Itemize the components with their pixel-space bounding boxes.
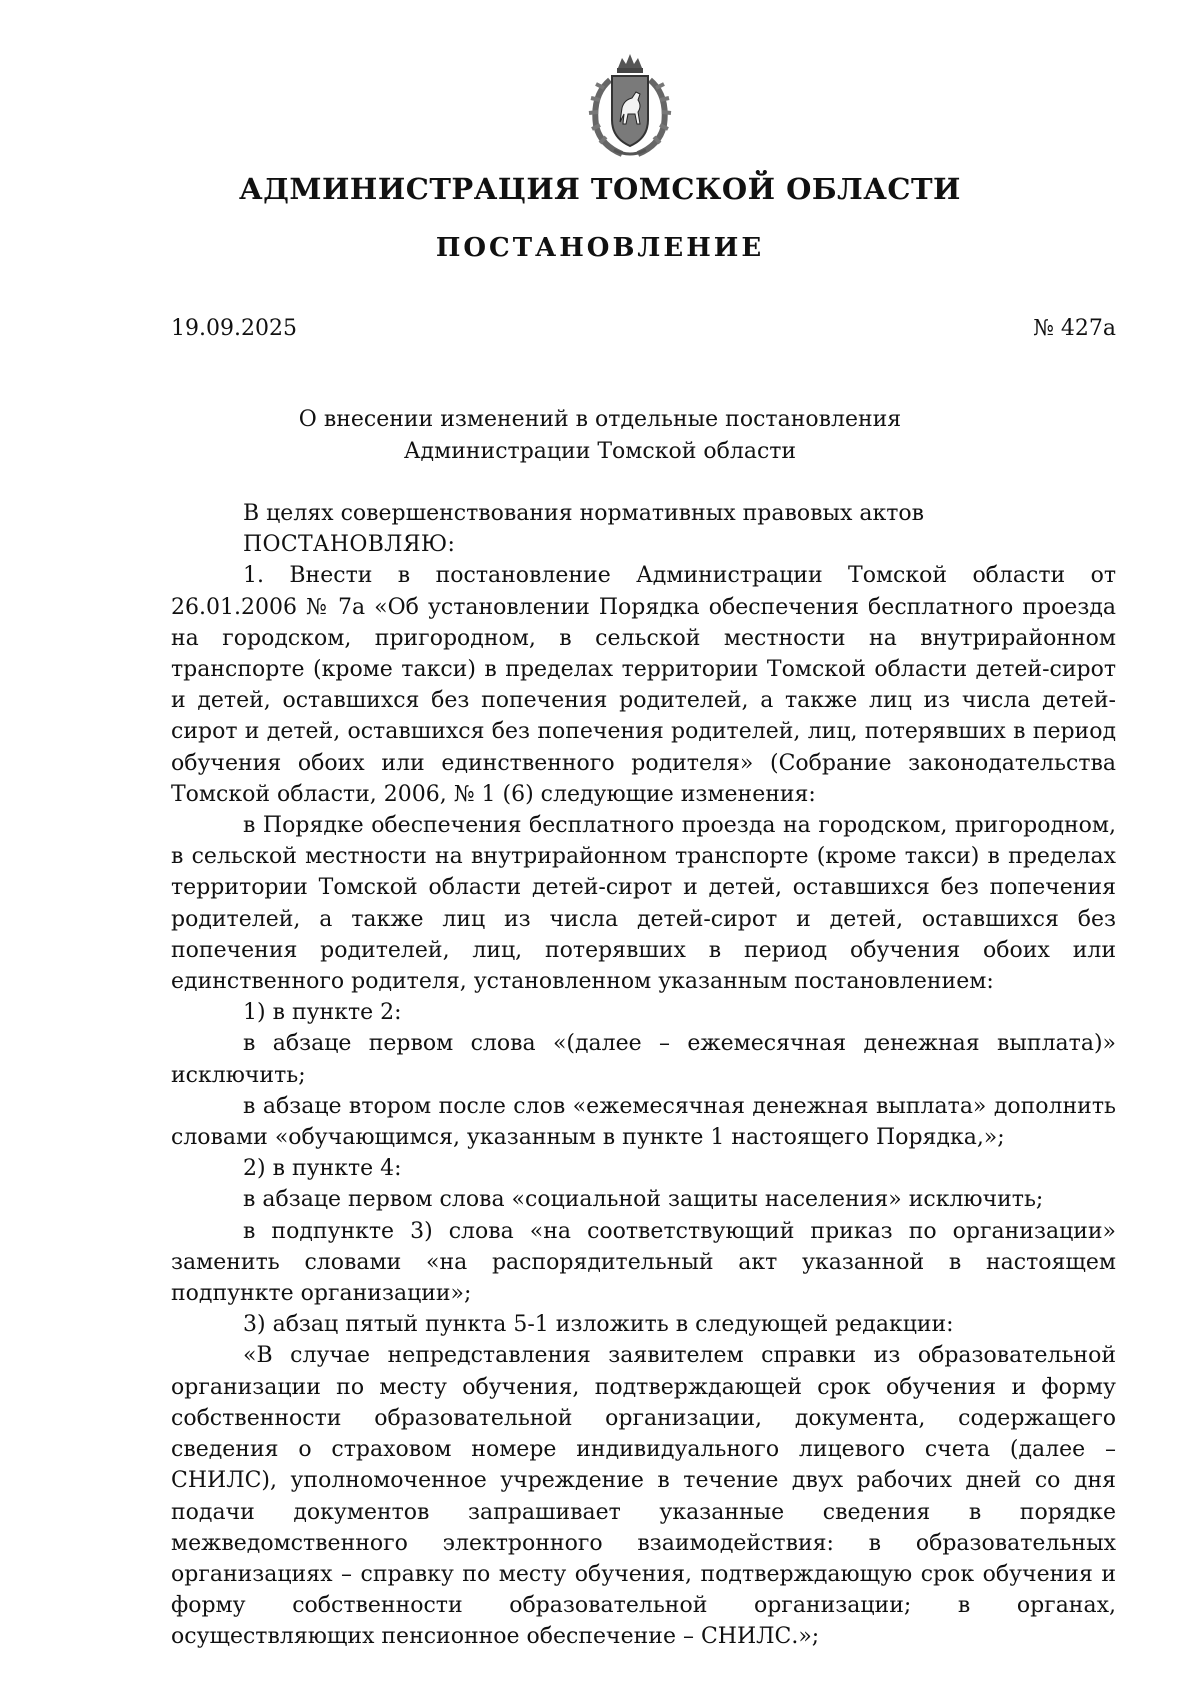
subject-line-2: Администрации Томской области <box>403 439 797 464</box>
decree-word: ПОСТАНОВЛЯЮ: <box>243 532 456 558</box>
paragraph-1: 1. Внести в постановление Администрации Томской области от 26.01.2006 № 7а «Об установлении Порядка обеспечения бесплатного проезда на городском, пригородном, в сельской местности на внутрирайонном транспорте (кроме такси) в пределах территории Томской области детей-сирот и детей, оставшихся без попечения родителей, а также лиц из числа детей-сирот и детей, оставшихся без попечения родителей, лиц, потерявших в период обучения обоих или единственного родителя» (Собрание законодательства Томской области, 2006, № 1 (6) следующие изменения: <box>171 563 1116 807</box>
paragraph-5: в абзаце втором после слов «ежемесячная денежная выплата» дополнить словами «обучающимся, указанным в пункте 1 настоящего Порядка,»; <box>171 1093 1116 1151</box>
document-date: 19.09.2025 <box>171 316 297 341</box>
document-subject <box>0 404 1200 468</box>
paragraph-9: 3) абзац пятый пункта 5-1 изложить в следующей редакции: <box>243 1312 954 1338</box>
paragraph-2: в Порядке обеспечения бесплатного проезда на городском, пригородном, в сельской местности на внутрирайонном транспорте (кроме такси) в пределах территории Томской области детей-сирот и детей, оставшихся без попечения родителей, а также лиц из числа детей-сирот и детей, оставшихся без попечения родителей, лиц, потерявших в период обучения обоих или единственного родителя, установленном указанным постановлением: <box>171 813 1116 995</box>
coat-of-arms-icon <box>580 50 680 160</box>
paragraph-6: 2) в пункте 4: <box>243 1156 402 1182</box>
subject-line-1: О внесении изменений в отдельные постановления <box>298 407 902 432</box>
paragraph-4: в абзаце первом слова «(далее – ежемесячная денежная выплата)» исключить; <box>171 1031 1116 1088</box>
document-type: ПОСТАНОВЛЕНИЕ <box>435 233 765 263</box>
paragraph-7: в абзаце первом слова «социальной защиты населения» исключить; <box>243 1187 1044 1213</box>
paragraph-3: 1) в пункте 2: <box>243 1000 402 1026</box>
intro-paragraph: В целях совершенствования нормативных правовых актов <box>243 501 925 526</box>
organization-title: АДМИНИСТРАЦИЯ ТОМСКОЙ ОБЛАСТИ <box>239 172 961 206</box>
document-body <box>171 498 1116 1653</box>
document-number: № 427а <box>1033 316 1116 341</box>
paragraph-8: в подпункте 3) слова «на соответствующий приказ по организации» заменить словами «на распорядительный акт указанной в настоящем подпункте организации»; <box>171 1218 1116 1307</box>
paragraph-10: «В случае непредставления заявителем справки из образовательной организации по месту обучения, подтверждающей срок обучения и форму собственности образовательной организации, документа, содержащего сведения о страховом номере индивидуального лицевого счета (далее – СНИЛС), уполномоченное учреждение в течение двух рабочих дней со дня подачи документов запрашивает указанные сведения в порядке межведомственного электронного взаимодействия: в образовательных организациях – справку по месту обучения, подтверждающую срок обучения и форму собственности образовательной организации; в органах, осуществляющих пенсионное обеспечение – СНИЛС.»; <box>171 1343 1116 1650</box>
